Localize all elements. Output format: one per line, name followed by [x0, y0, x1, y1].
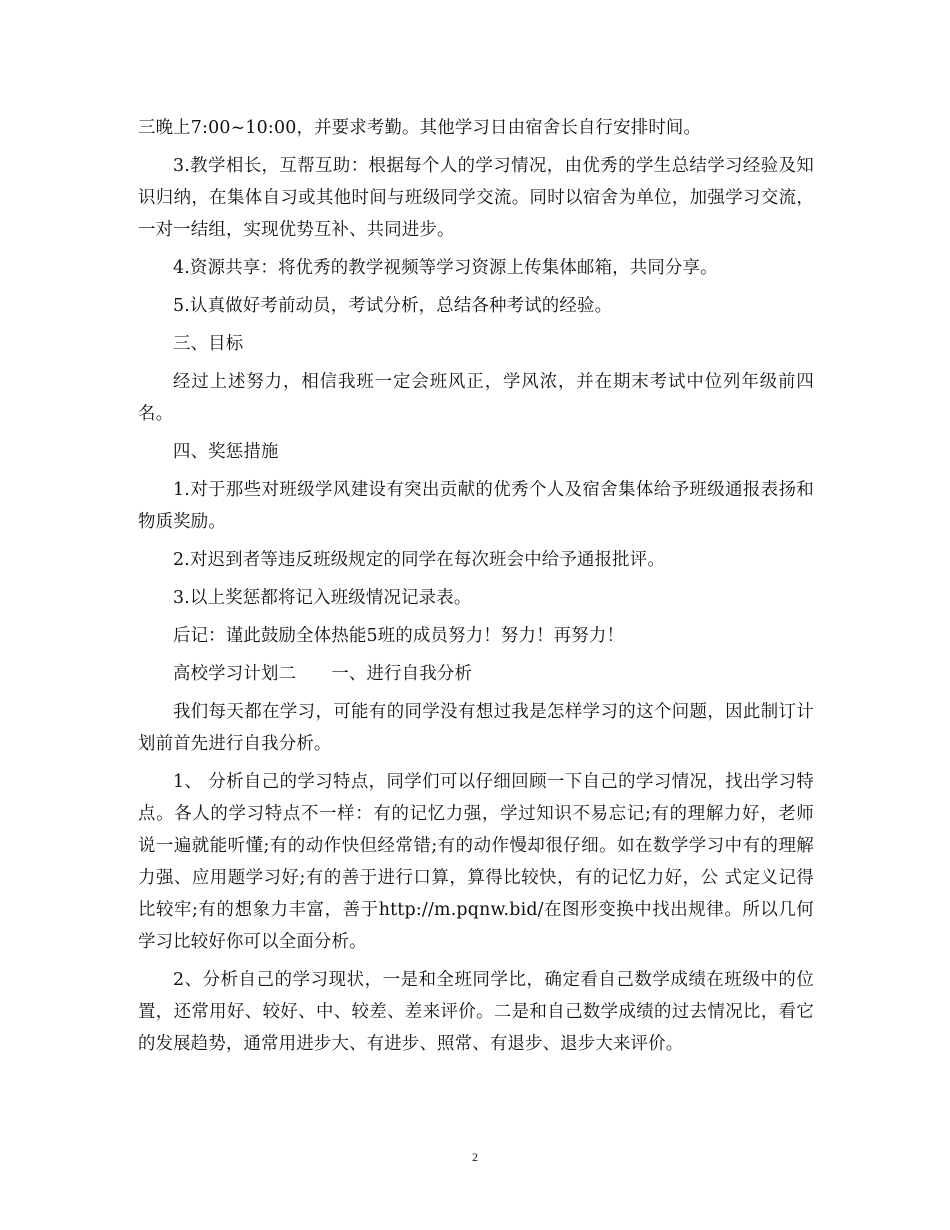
document-body	[138, 112, 814, 1066]
paragraph-penalties: 2.对迟到者等违反班级规定的同学在每次班会中给予通报批评。	[173, 550, 665, 570]
paragraph-postscript: 后记：谨此鼓励全体热能5班的成员努力！努力！再努力！	[173, 626, 625, 646]
paragraph-schedule-note: 三晚上7:00~10:00，并要求考勤。其他学习日由宿舍长自行安排时间。	[138, 118, 702, 138]
paragraph-resource-sharing: 4.资源共享：将优秀的教学视频等学习资源上传集体邮箱，共同分享。	[173, 258, 718, 278]
paragraph-rewards: 1.对于那些对班级学风建设有突出贡献的优秀个人及宿舍集体给予班级通报表扬和物质奖励。	[138, 480, 814, 532]
section-heading-goals: 三、目标	[173, 334, 244, 354]
paragraph-learning-traits: 1、 分析自己的学习特点，同学们可以仔细回顾一下自己的学习情况，找出学习特点。各人的学习特点不一样：有的记忆力强，学过知识不易忘记;有的理解力好，老师 说一遍就能听懂;有的动作快但经常错;有的动作慢却很仔细。如在数学学习中有的理解力强、应用题学习好;有的善于进行口算，算得比较快，有的记忆力好，公 式定义记得比较牢;有的想象力丰富，善于http://m.pqnw.bid/在图形变换中找出规律。所以几何学习比较好你可以全面分析。	[138, 772, 814, 952]
section-heading-plan-two: 高校学习计划二 一、进行自我分析	[173, 664, 473, 684]
paragraph-learning-status: 2、分析自己的学习现状，一是和全班同学比，确定看自己数学成绩在班级中的位置，还常用好、较好、中、较差、差来评价。二是和自己数学成绩的过去情况比，看它的发展趋势，通常用进步大、有进步、照常、有退步、退步大来评价。	[138, 970, 814, 1054]
paragraph-mutual-help: 3.教学相长，互帮互助：根据每个人的学习情况，由优秀的学生总结学习经验及知识归纳，在集体自习或其他时间与班级同学交流。同时以宿舍为单位，加强学习交流，一对一结组，实现优势互补、共同进步。	[138, 156, 814, 240]
paragraph-goals: 经过上述努力，相信我班一定会班风正，学风浓，并在期末考试中位列年级前四名。	[138, 372, 814, 424]
paragraph-self-analysis-intro: 我们每天都在学习，可能有的同学没有想过我是怎样学习的这个问题，因此制订计划前首先进行自我分析。	[138, 702, 814, 754]
paragraph-records: 3.以上奖惩都将记入班级情况记录表。	[173, 588, 472, 608]
page-number: 2	[472, 1150, 478, 1164]
paragraph-exam-preparation: 5.认真做好考前动员，考试分析，总结各种考试的经验。	[173, 296, 613, 316]
section-heading-rewards-penalties: 四、奖惩措施	[173, 442, 279, 462]
